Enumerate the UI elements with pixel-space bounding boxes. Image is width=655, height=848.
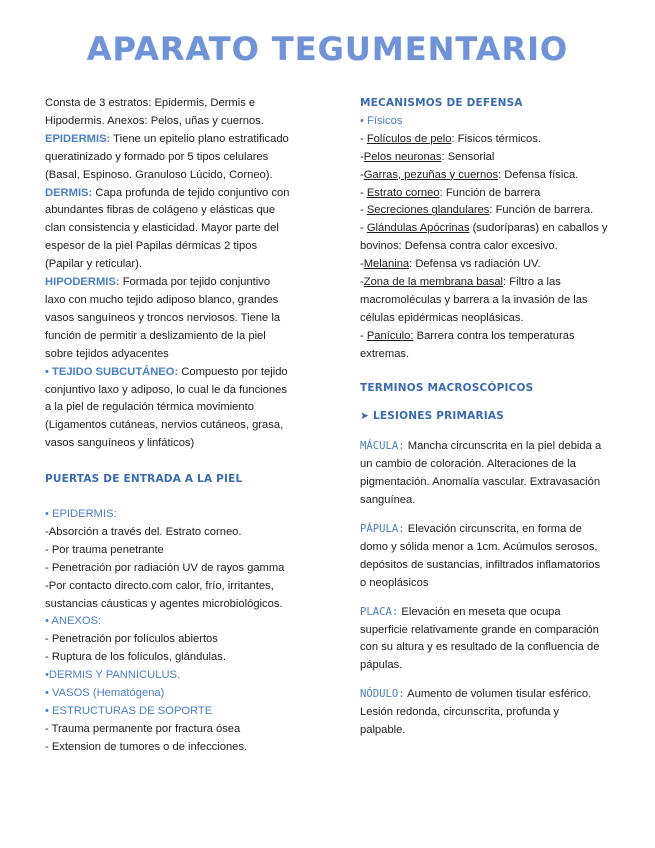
text-line: vasos sanguíneos y troncos nerviosos. Tiene la bbox=[45, 311, 281, 324]
text-line: conjuntivo laxo y adiposo, lo cual le da funciones bbox=[45, 383, 287, 396]
terminos-heading: TERMINOS MACROSCÓPICOS bbox=[360, 381, 534, 394]
list-item: - Trauma permanente por fractura ósea bbox=[45, 722, 241, 735]
defense-item: -Garras, pezuñas y cuernos: Defensa física. bbox=[360, 168, 579, 181]
epidermis-label: EPIDERMIS: bbox=[45, 132, 111, 145]
intro-line: Consta de 3 estratos: Epidermis, Dermis e bbox=[45, 97, 256, 109]
anexos-label: • ANEXOS: bbox=[45, 615, 102, 628]
subcutaneo-label: • TEJIDO SUBCUTÁNEO: bbox=[45, 365, 179, 378]
list-item: - Ruptura de los folículos, glándulas. bbox=[45, 651, 226, 664]
list-item: sustancias cáusticas y agentes microbiológicos. bbox=[45, 597, 283, 610]
text-line: palpable. bbox=[360, 724, 406, 737]
mecanismos-heading: MECANISMOS DE DEFENSA bbox=[360, 97, 523, 109]
text-line: abundantes fibras de colágeno y elásticas que bbox=[45, 204, 276, 217]
text-line: laxo con mucho tejido adiposo blanco, grandes bbox=[45, 293, 279, 306]
subcutaneo-definition: • TEJIDO SUBCUTÁNEO: Compuesto por tejido bbox=[45, 365, 288, 378]
list-item: - Penetración por folículos abiertos bbox=[45, 633, 218, 646]
text-line: un cambio de coloración. Alteraciones de la bbox=[360, 458, 576, 471]
list-item: - Penetración por radiación UV de rayos gamma bbox=[45, 561, 285, 574]
page-title: APARATO TEGUMENTARIO bbox=[86, 30, 569, 68]
defense-item: - Folículos de pelo: Fisicos térmicos. bbox=[360, 132, 541, 145]
right-column bbox=[360, 95, 622, 740]
list-item: - Extension de tumores o de infecciones. bbox=[45, 740, 248, 753]
text-line: espesor de la piel Papilas dérmicas 2 tipos bbox=[45, 240, 258, 253]
dermis-definition: DERMIS: Capa profunda de tejido conjuntivo con bbox=[45, 186, 290, 199]
text-line: superficie relativamente grande en comparación bbox=[360, 623, 599, 636]
dermis-panniculus-label: •DERMIS Y PANNICULUS. bbox=[45, 669, 181, 682]
puertas-heading: PUERTAS DE ENTRADA A LA PIEL bbox=[45, 473, 243, 486]
dermis-label: DERMIS: bbox=[45, 186, 93, 199]
text-line: macromoléculas y barrera a la invasión de las bbox=[360, 293, 588, 306]
text-line: (Ligamentos cutáneas, nervios cutáneos, grasa, bbox=[45, 419, 284, 432]
hipodermis-definition: HIPODERMIS: Formada por tejido conjuntivo bbox=[45, 276, 271, 289]
defense-item: -Pelos neuronas: Sensorial bbox=[360, 150, 495, 163]
text-line: pápulas. bbox=[360, 659, 403, 672]
text-line: bovinos: Defensa contra calor excesivo. bbox=[360, 240, 558, 253]
list-item: -Por contacto directo.com calor, frío, irritantes, bbox=[45, 579, 274, 592]
hipodermis-label: HIPODERMIS: bbox=[45, 276, 120, 289]
nodulo-definition: NÓDULO: Aumento de volumen tisular esférico. bbox=[360, 688, 592, 701]
text-line: domo y sólida menor a 1cm. Acúmulos serosos, bbox=[360, 540, 598, 553]
fisicos-label: • Físicos bbox=[360, 114, 403, 127]
text-line: queratinizado y formado por 5 tipos celulares bbox=[45, 150, 269, 163]
vasos-label: • VASOS (Hematógena) bbox=[45, 687, 165, 700]
text-line: función de permitir a deslizamiento de la piel bbox=[45, 329, 266, 342]
term-label: PÁPULA: bbox=[360, 523, 405, 536]
list-item: -Absorción a través del. Estrato corneo. bbox=[45, 525, 242, 538]
defense-item: - Secreciones glandulares: Función de barrera. bbox=[360, 204, 594, 217]
text-line: células epidérmicas neoplásicas. bbox=[360, 311, 524, 324]
text-line: vasos sanguíneos y linfáticos) bbox=[45, 437, 195, 450]
term-label: MÁCULA: bbox=[360, 440, 405, 453]
text-line: pigmentación. Anomalía vascular. Extravasación bbox=[360, 476, 601, 489]
defense-item: - Glándulas Apócrinas (sudoríparas) en caballos y bbox=[360, 222, 608, 235]
arrow-right-icon: ➤ bbox=[360, 409, 369, 422]
text-line: (Papilar y reticular). bbox=[45, 258, 142, 271]
term-label: NÓDULO: bbox=[360, 688, 405, 701]
placa-definition: PLACA: Elevación en meseta que ocupa bbox=[360, 605, 561, 618]
macula-definition: MÁCULA: Mancha circunscrita en la piel debida a bbox=[360, 440, 602, 453]
defense-item: - Estrato corneo: Función de barrera bbox=[360, 186, 541, 199]
text-line: sanguínea. bbox=[360, 494, 416, 507]
text-line: Lesión redonda, circunscrita, profunda y bbox=[360, 706, 560, 719]
papula-definition: PÁPULA: Elevación circunscrita, en forma de bbox=[360, 523, 582, 536]
soporte-label: • ESTRUCTURAS DE SOPORTE bbox=[45, 705, 213, 717]
text-line: a la piel de regulación térmica movimiento bbox=[45, 401, 254, 414]
defense-item: - Panículo: Barrera contra los temperaturas bbox=[360, 329, 575, 342]
term-label: PLACA: bbox=[360, 605, 399, 618]
intro-line: Hipodermis. Anexos: Pelos, uñas y cuernos. bbox=[45, 114, 264, 127]
epidermis-entry-label: • EPIDERMIS: bbox=[45, 508, 117, 521]
list-item: - Por trauma penetrante bbox=[45, 543, 164, 556]
defense-item: -Melanina: Defensa vs radiación UV. bbox=[360, 258, 541, 271]
text-line: con su altura y es resultado de la confluencia de bbox=[360, 641, 600, 654]
epidermis-definition: EPIDERMIS: Tiene un epitelio plano estratificado bbox=[45, 132, 289, 145]
text-line: o neoplásicos bbox=[360, 576, 429, 589]
text-line: clan consistencia y elasticidad. Mayor parte del bbox=[45, 222, 279, 235]
defense-item: -Zona de la membrana basal: Filtro a las bbox=[360, 276, 561, 289]
left-column bbox=[45, 95, 307, 757]
text-line: extremas. bbox=[360, 347, 410, 360]
lesiones-heading: ➤ LESIONES PRIMARIAS bbox=[360, 408, 622, 426]
text-line: sobre tejidos adyacentes bbox=[45, 347, 169, 360]
text-line: depósitos de sustancias, infiltrados inflamatorios bbox=[360, 558, 601, 571]
text-line: (Basal, Espinoso. Granuloso Lúcido, Corneo). bbox=[45, 168, 273, 181]
